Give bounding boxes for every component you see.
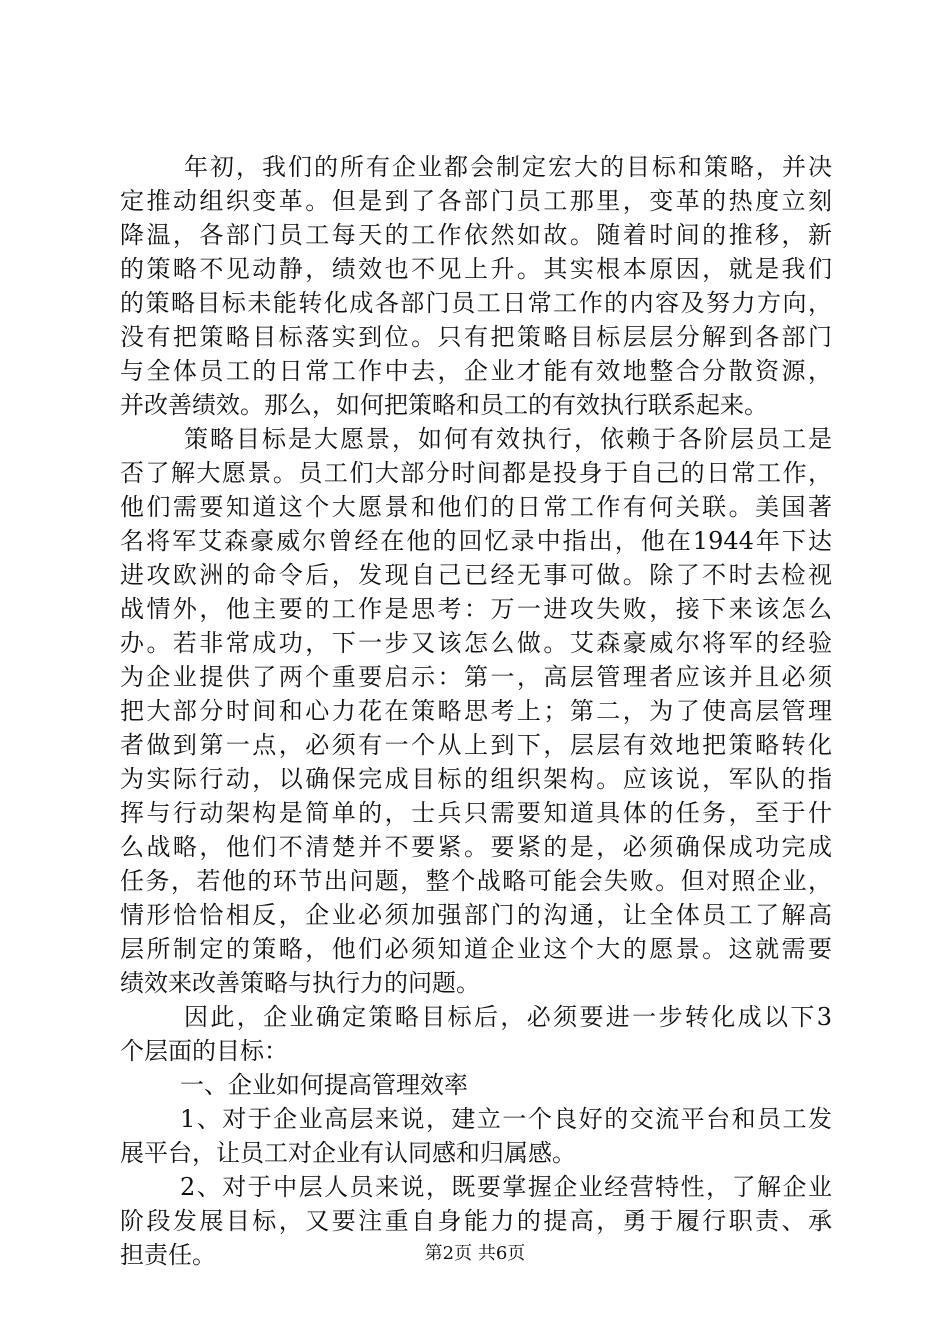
paragraph-2-line-9: 把大部分时间和心力花在策略思考上；第二，为了使高层管理 [120, 697, 832, 725]
page-number-footer: 第2页 共6页 [424, 1243, 526, 1264]
paragraph-2-line-1: 策略目标是大愿景，如何有效执行，依赖于各阶层员工是 [184, 425, 832, 453]
paragraph-2-line-7: 办。若非常成功，下一步又该怎么做。艾森豪威尔将军的经验 [120, 629, 832, 657]
paragraph-1-line-6: 没有把策略目标落实到位。只有把策略目标层层分解到各部门 [120, 323, 832, 351]
paragraph-2-line-11: 为实际行动，以确保完成目标的组织架构。应该说，军队的指 [120, 765, 832, 793]
item-2-line-2: 阶段发展目标，又要注重自身能力的提高，勇于履行职责、承 [120, 1207, 832, 1235]
paragraph-3-line-2: 个层面的目标： [120, 1037, 288, 1065]
item-2-line-1: 2、对于中层人员来说，既要掌握企业经营特性，了解企业 [180, 1173, 832, 1201]
paragraph-2-line-16: 层所制定的策略，他们必须知道企业这个大的愿景。这就需要 [120, 935, 832, 963]
paragraph-1-line-4: 的策略不见动静，绩效也不见上升。其实根本原因，就是我们 [120, 255, 832, 283]
paragraph-2-line-10: 者做到第一点，必须有一个从上到下，层层有效地把策略转化 [120, 731, 832, 759]
paragraph-2-line-3: 他们需要知道这个大愿景和他们的日常工作有何关联。美国著 [120, 493, 832, 521]
paragraph-1-line-3: 降温，各部门员工每天的工作依然如故。随着时间的推移，新 [120, 221, 832, 249]
paragraph-2-line-2: 否了解大愿景。员工们大部分时间都是投身于自己的日常工作， [120, 459, 832, 487]
item-2-line-3: 担责任。 [120, 1241, 216, 1269]
paragraph-2-line-6: 战情外，他主要的工作是思考：万一进攻失败，接下来该怎么 [120, 595, 832, 623]
paragraph-2-line-12: 挥与行动架构是简单的，士兵只需要知道具体的任务，至于什 [120, 799, 832, 827]
paragraph-1-line-5: 的策略目标未能转化成各部门员工日常工作的内容及努力方向， [120, 289, 832, 317]
document-body [120, 150, 832, 1272]
paragraph-2-line-5: 进攻欧洲的命令后，发现自己已经无事可做。除了不时去检视 [120, 561, 832, 589]
paragraph-2-line-14: 任务，若他的环节出问题，整个战略可能会失败。但对照企业， [120, 867, 832, 895]
item-1-line-1: 1、对于企业高层来说，建立一个良好的交流平台和员工发 [180, 1105, 832, 1133]
paragraph-1-line-2: 定推动组织变革。但是到了各部门员工那里，变革的热度立刻 [120, 187, 832, 215]
paragraph-1-line-1: 年初，我们的所有企业都会制定宏大的目标和策略，并决 [184, 153, 832, 181]
paragraph-2-line-17: 绩效来改善策略与执行力的问题。 [120, 969, 480, 997]
paragraph-2-line-8: 为企业提供了两个重要启示：第一，高层管理者应该并且必须 [120, 663, 832, 691]
section-heading: 一、企业如何提高管理效率 [180, 1071, 468, 1099]
paragraph-2-line-13: 么战略，他们不清楚并不要紧。要紧的是，必须确保成功完成 [120, 833, 832, 861]
paragraph-2-line-4: 名将军艾森豪威尔曾经在他的回忆录中指出，他在1944年下达 [120, 527, 832, 555]
item-1-line-2: 展平台，让员工对企业有认同感和归属感。 [120, 1139, 576, 1167]
paragraph-1-line-8: 并改善绩效。那么，如何把策略和员工的有效执行联系起来。 [120, 391, 768, 419]
paragraph-3-line-1: 因此，企业确定策略目标后，必须要进一步转化成以下3 [184, 1003, 832, 1031]
paragraph-1-line-7: 与全体员工的日常工作中去，企业才能有效地整合分散资源， [120, 357, 832, 385]
paragraph-2-line-15: 情形恰恰相反，企业必须加强部门的沟通，让全体员工了解高 [120, 901, 832, 929]
